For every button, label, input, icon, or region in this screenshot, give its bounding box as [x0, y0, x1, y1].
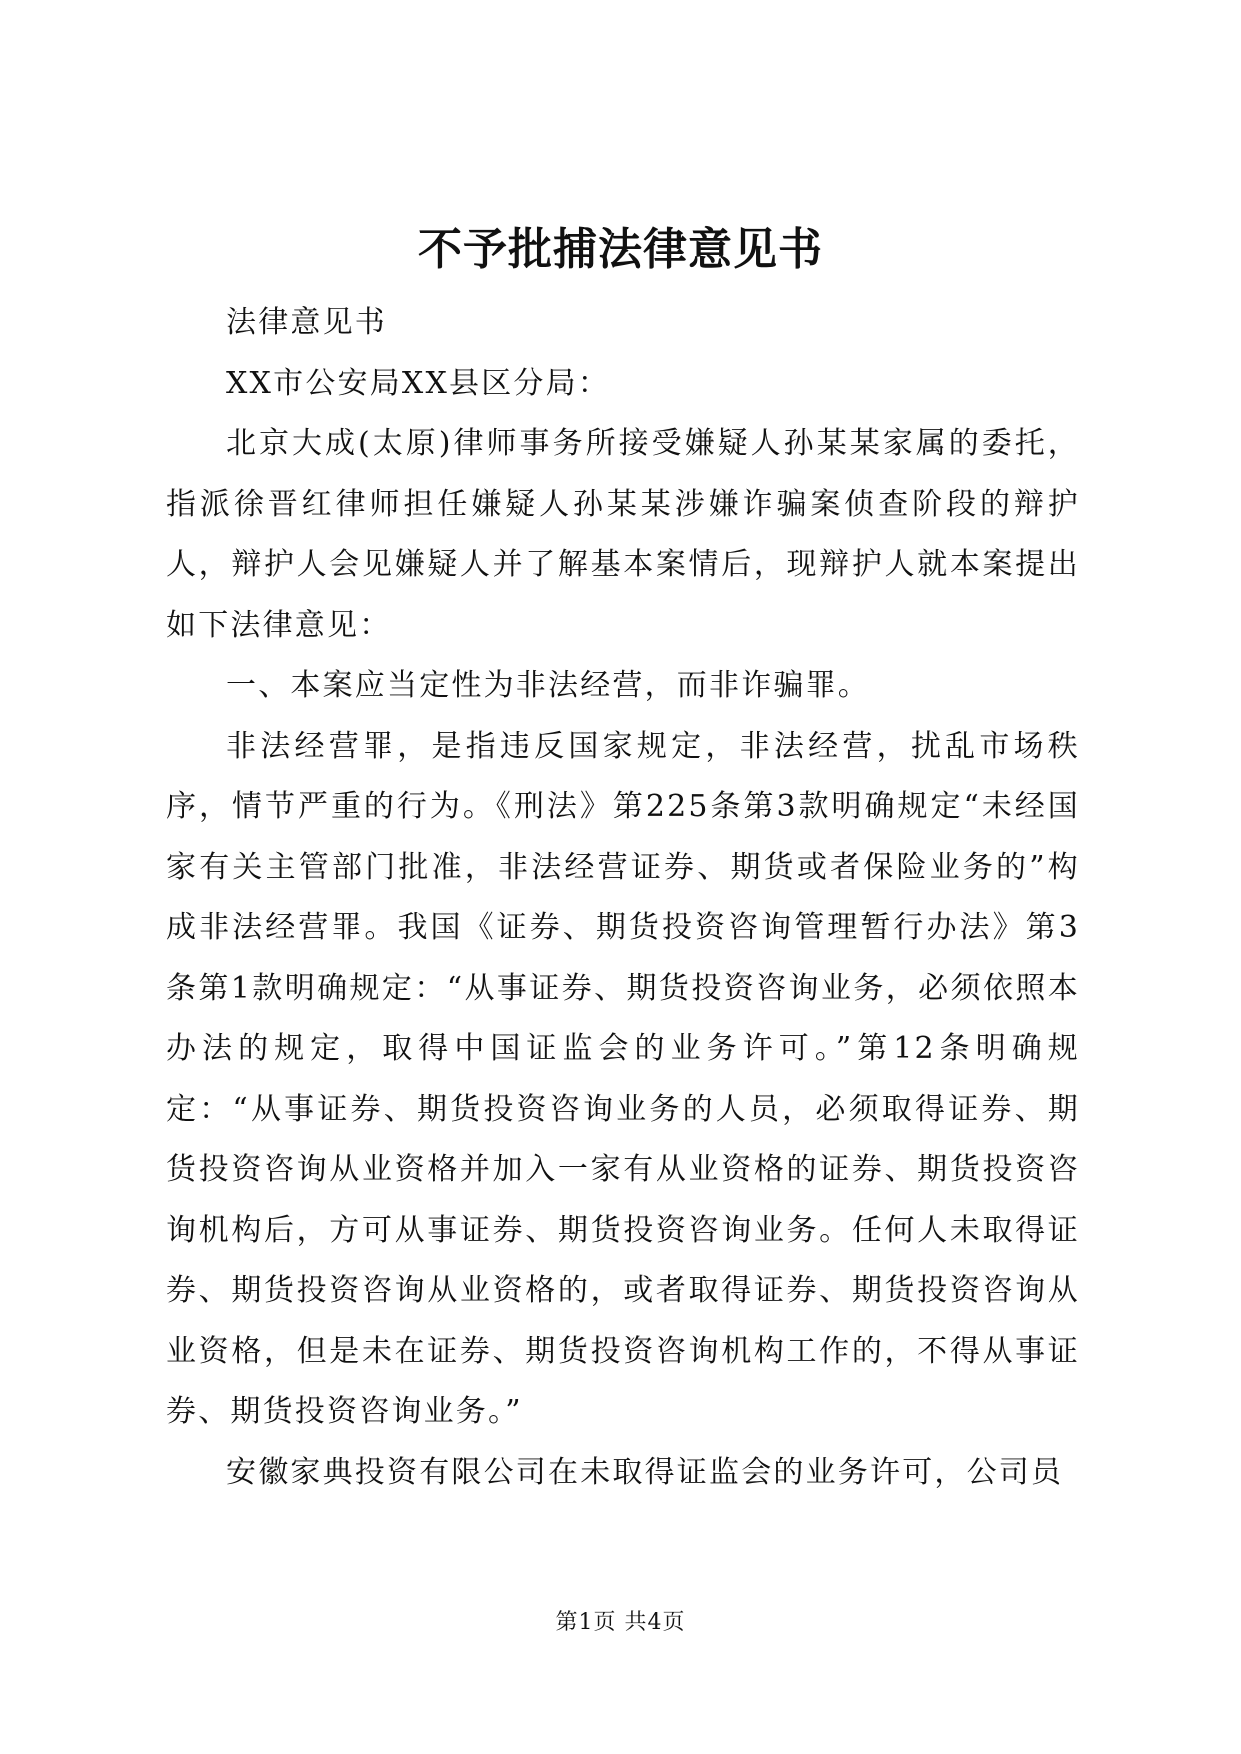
- document-body: [166, 293, 1080, 1503]
- paragraph-point-one: 一、本案应当定性为非法经营，而非诈骗罪。: [226, 668, 870, 703]
- paragraph-addressee: XX市公安局XX县区分局：: [226, 365, 611, 401]
- page-number: 第1页 共4页: [555, 1610, 686, 1635]
- paragraph-legal-basis: 非法经营罪，是指违反国家规定，非法经营，扰乱市场秩序，情节严重的行为。《刑法》第225条第3款明确规定“未经国家有关主管部门批准，非法经营证券、期货或者保险业务的”构成非法经营罪。我国《证券、期货投资咨询管理暂行办法》第3条第1款明确规定：“从事证券、期货投资咨询业务，必须依照本办法的规定，取得中国证监会的业务许可。”第12条明确规定：“从事证券、期货投资咨询业务的人员，必须取得证券、期货投资咨询从业资格并加入一家有从业资格的证券、期货投资咨询机构后，方可从事证券、期货投资咨询业务。任何人未取得证券、期货投资咨询从业资格的，或者取得证券、期货投资咨询从业资格，但是未在证券、期货投资咨询机构工作的，不得从事证券、期货投资咨询业务。”: [166, 728, 1080, 1429]
- document-title: 不予批捕法律意见书: [418, 224, 823, 275]
- paragraph-intro: 北京大成(太原)律师事务所接受嫌疑人孙某某家属的委托，指派徐晋红律师担任嫌疑人孙某某涉嫌诈骗案侦查阶段的辩护人，辩护人会见嫌疑人并了解基本案情后，现辩护人就本案提出如下法律意见：: [166, 426, 1080, 643]
- paragraph-company: 安徽家典投资有限公司在未取得证监会的业务许可，公司员: [226, 1454, 1064, 1490]
- paragraph-heading: 法律意见书: [226, 305, 387, 340]
